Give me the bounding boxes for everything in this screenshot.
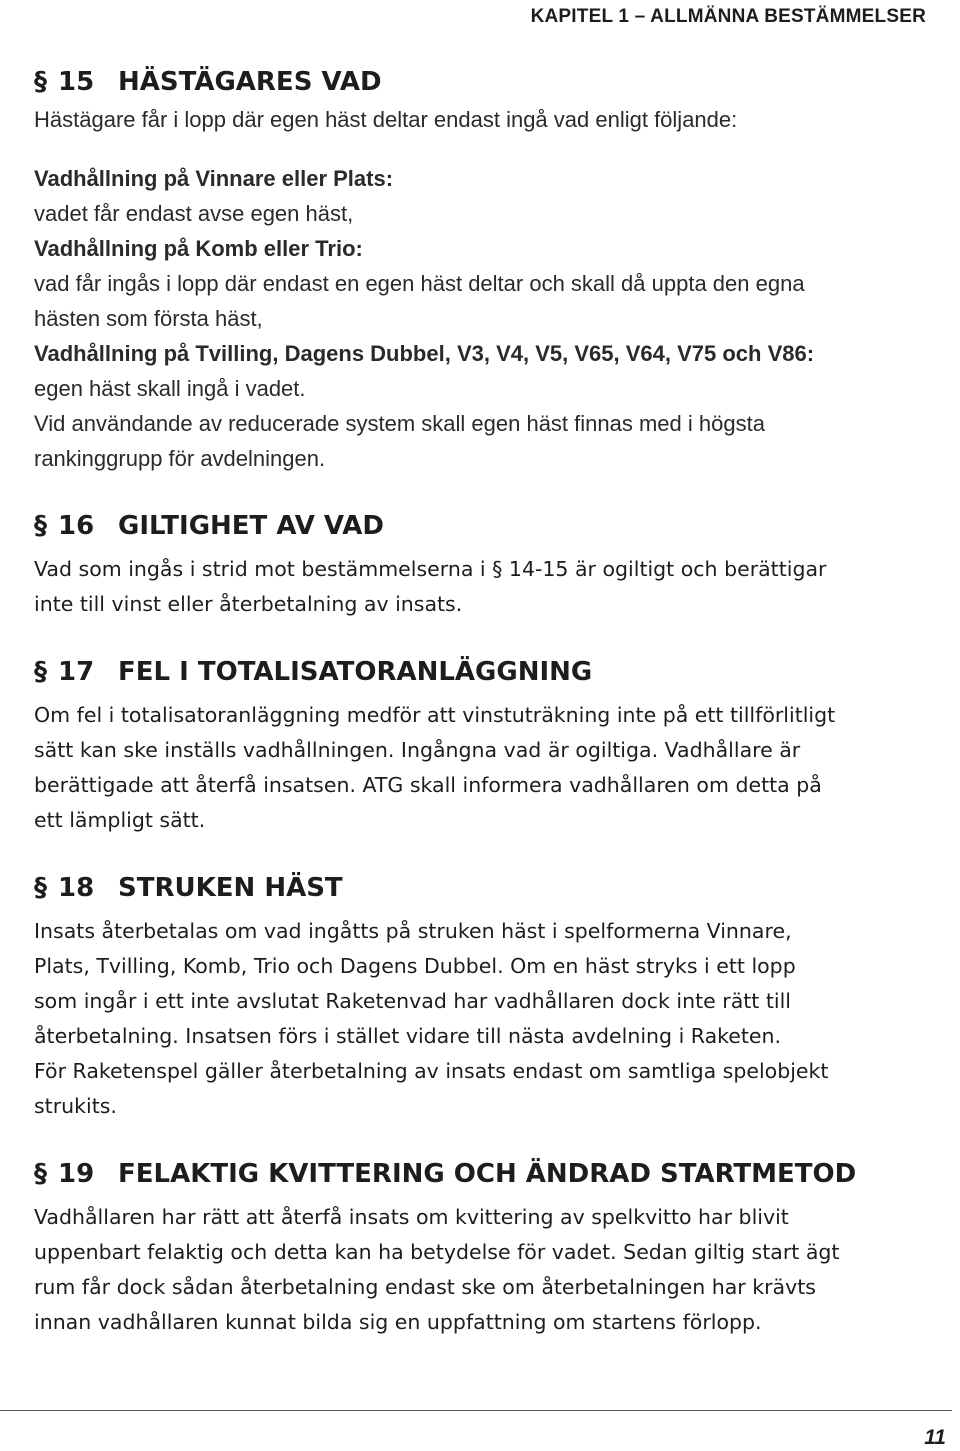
body-line: sätt kan ske inställs vadhållningen. Ingångna vad är ogiltiga. Vadhållare är bbox=[34, 738, 801, 762]
page-number: 11 bbox=[924, 1426, 946, 1449]
body-line: strukits. bbox=[34, 1094, 117, 1118]
section-body bbox=[34, 102, 934, 476]
section-number: 19 bbox=[58, 1159, 95, 1189]
body-line: egen häst skall ingå i vadet. bbox=[34, 376, 306, 401]
section-number: 16 bbox=[58, 511, 95, 541]
body-line: berättigade att återfå insatsen. ATG skall informera vadhållaren om detta på bbox=[34, 773, 822, 797]
section-symbol: § bbox=[34, 657, 47, 687]
section-title: FEL I TOTALISATORANLÄGGNING bbox=[118, 657, 593, 687]
body-line: vad får ingås i lopp där endast en egen häst deltar och skall då uppta den egna bbox=[34, 271, 805, 296]
section-number: 15 bbox=[58, 67, 95, 97]
footer-divider bbox=[0, 1410, 952, 1411]
body-line: Om fel i totalisatoranläggning medför att vinstuträkning inte på ett tillförlitligt bbox=[34, 703, 836, 727]
body-line: Vadhållaren har rätt att återfå insats om kvittering av spelkvitto har blivit bbox=[34, 1205, 789, 1229]
body-line: innan vadhållaren kunnat bilda sig en uppfattning om startens förlopp. bbox=[34, 1310, 762, 1334]
section-title: STRUKEN HÄST bbox=[118, 873, 343, 903]
section-symbol: § bbox=[34, 1159, 47, 1189]
body-line: rum får dock sådan återbetalning endast ske om återbetalningen har krävts bbox=[34, 1275, 816, 1299]
section-body bbox=[34, 914, 934, 1124]
section-number: 18 bbox=[58, 873, 95, 903]
body-line: Vad som ingås i strid mot bestämmelserna i § 14-15 är ogiltigt och berättigar bbox=[34, 557, 827, 581]
section-16 bbox=[34, 506, 934, 622]
section-heading bbox=[34, 62, 934, 102]
body-line: rankinggrupp för avdelningen. bbox=[34, 446, 326, 471]
chapter-header: KAPITEL 1 – ALLMÄNNA BESTÄMMELSER bbox=[530, 6, 926, 27]
subheading-vinnare-plats: Vadhållning på Vinnare eller Plats: bbox=[34, 166, 394, 191]
body-line: inte till vinst eller återbetalning av insats. bbox=[34, 592, 463, 616]
section-symbol: § bbox=[34, 873, 47, 903]
section-18 bbox=[34, 868, 934, 1124]
section-19 bbox=[34, 1154, 934, 1340]
body-line: återbetalning. Insatsen förs i stället vidare till nästa avdelning i Raketen. bbox=[34, 1024, 782, 1048]
section-body bbox=[34, 1200, 934, 1340]
section-body bbox=[34, 698, 934, 838]
body-line: Vid användande av reducerade system skall egen häst finnas med i högsta bbox=[34, 411, 765, 436]
body-line: För Raketenspel gäller återbetalning av insats endast om samtliga spelobjekt bbox=[34, 1059, 829, 1083]
body-line: uppenbart felaktig och detta kan ha betydelse för vadet. Sedan giltig start ägt bbox=[34, 1240, 840, 1264]
section-symbol: § bbox=[34, 511, 47, 541]
body-line: Insats återbetalas om vad ingåtts på struken häst i spelformerna Vinnare, bbox=[34, 919, 792, 943]
section-body bbox=[34, 552, 934, 622]
section-title: HÄSTÄGARES VAD bbox=[118, 67, 382, 97]
body-line: vadet får endast avse egen häst, bbox=[34, 201, 354, 226]
section-heading bbox=[34, 868, 934, 908]
subheading-tvilling-v-spel: Vadhållning på Tvilling, Dagens Dubbel, V3, V4, V5, V65, V64, V75 och V86: bbox=[34, 341, 815, 366]
body-line: Plats, Tvilling, Komb, Trio och Dagens Dubbel. Om en häst stryks i ett lopp bbox=[34, 954, 796, 978]
subheading-komb-trio: Vadhållning på Komb eller Trio: bbox=[34, 236, 363, 261]
body-line: som ingår i ett inte avslutat Raketenvad har vadhållaren dock inte rätt till bbox=[34, 989, 791, 1013]
section-heading bbox=[34, 506, 934, 546]
section-title: FELAKTIG KVITTERING OCH ÄNDRAD STARTMETOD bbox=[118, 1159, 857, 1189]
document-body bbox=[34, 62, 934, 1370]
section-intro: Hästägare får i lopp där egen häst deltar endast ingå vad enligt följande: bbox=[34, 107, 738, 132]
section-number: 17 bbox=[58, 657, 95, 687]
section-15 bbox=[34, 62, 934, 476]
body-line: hästen som första häst, bbox=[34, 306, 263, 331]
section-title: GILTIGHET AV VAD bbox=[118, 511, 384, 541]
section-heading bbox=[34, 652, 934, 692]
section-heading bbox=[34, 1154, 934, 1194]
body-line: ett lämpligt sätt. bbox=[34, 808, 206, 832]
section-symbol: § bbox=[34, 67, 47, 97]
section-17 bbox=[34, 652, 934, 838]
